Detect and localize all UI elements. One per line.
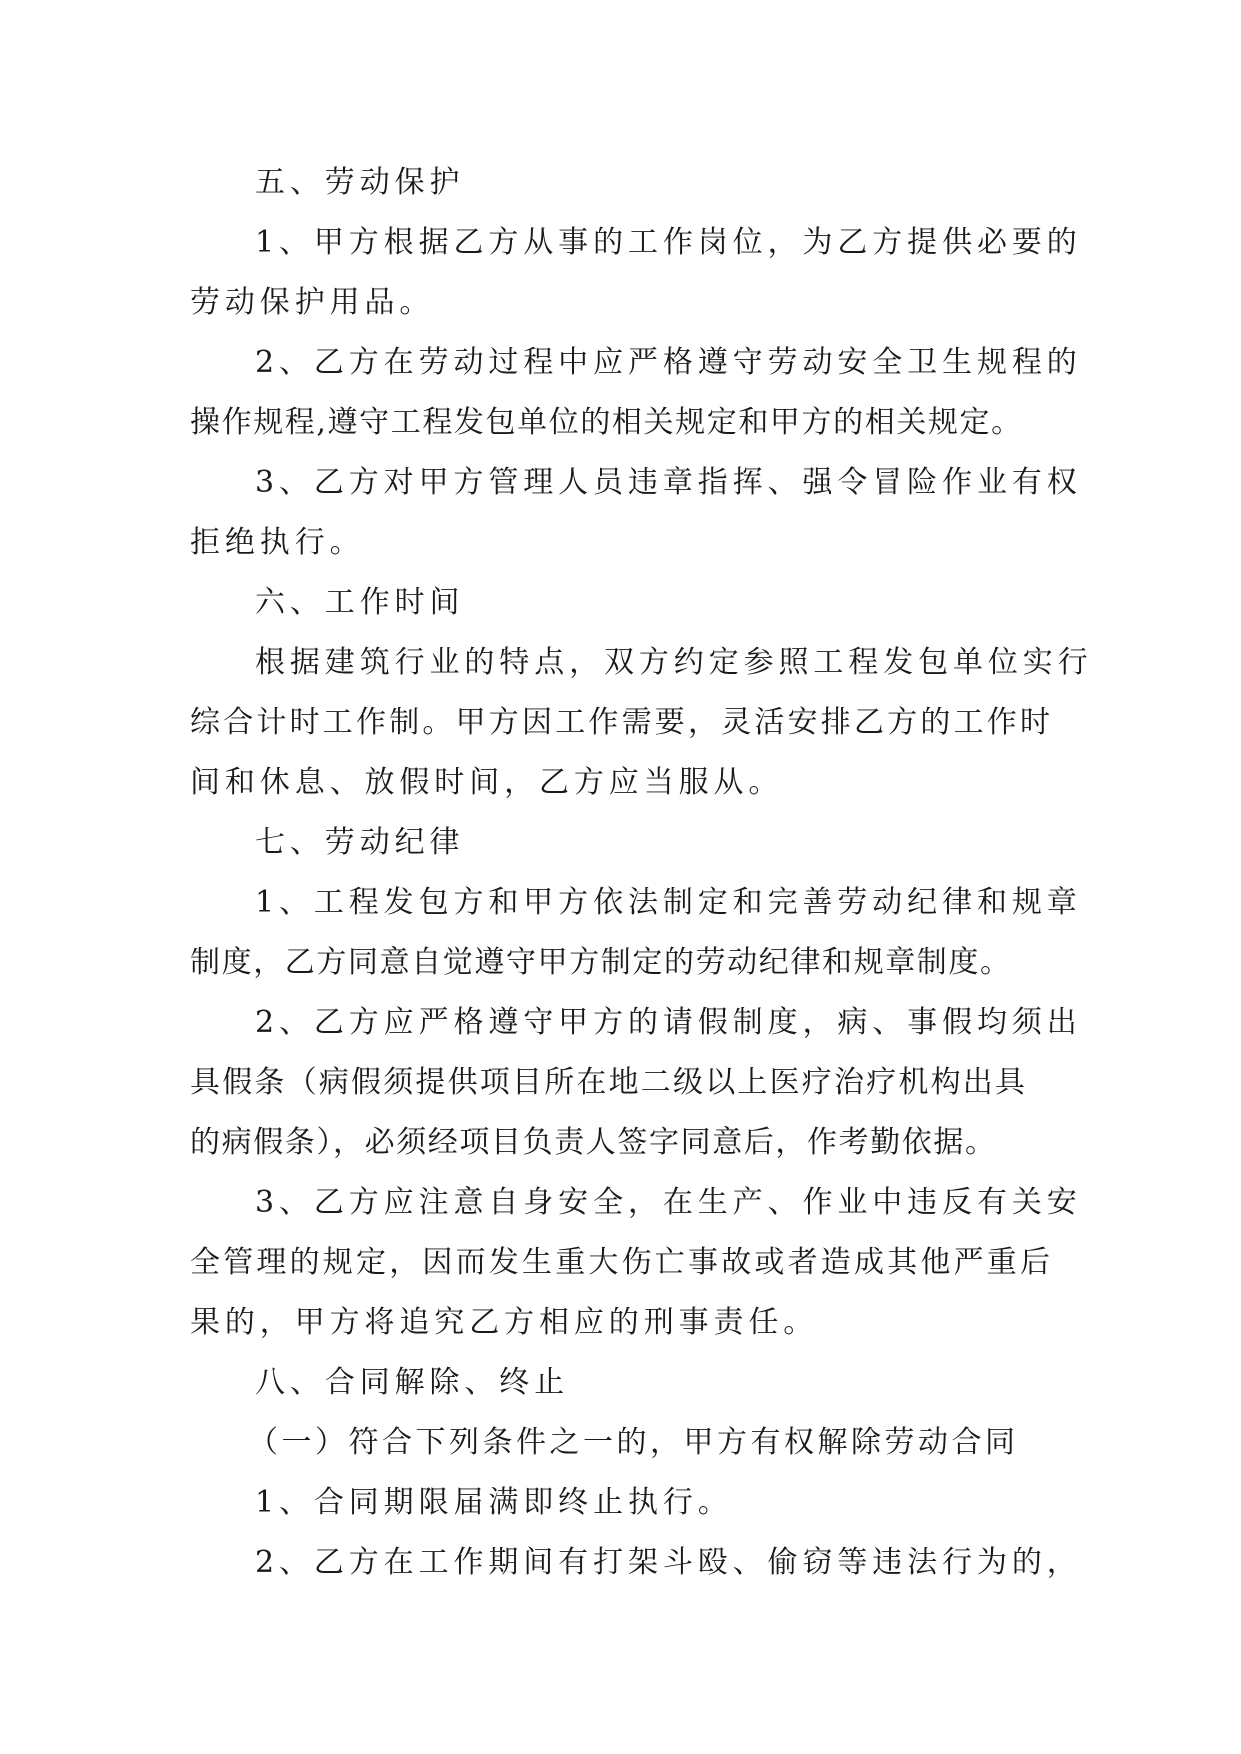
section-heading-working-hours: 六、工作时间 (255, 585, 465, 620)
section-heading-labor-protection: 五、劳动保护 (255, 165, 465, 200)
paragraph-line: 2、乙方应严格遵守甲方的请假制度，病、事假均须出 (255, 1005, 1082, 1040)
subsection-heading: （一）符合下列条件之一的，甲方有权解除劳动合同 (248, 1425, 1019, 1460)
paragraph-line: 间和休息、放假时间，乙方应当服从。 (190, 765, 784, 800)
paragraph-line: 果的，甲方将追究乙方相应的刑事责任。 (190, 1305, 819, 1340)
section-heading-contract-termination: 八、合同解除、终止 (255, 1365, 570, 1400)
paragraph-line: 综合计时工作制。甲方因工作需要，灵活安排乙方的工作时 (190, 705, 1054, 740)
paragraph-line: 的病假条），必须经项目负责人签字同意后，作考勤依据。 (190, 1125, 997, 1160)
paragraph-line: 制度，乙方同意自觉遵守甲方制定的劳动纪律和规章制度。 (190, 945, 1012, 980)
paragraph-line: 3、乙方对甲方管理人员违章指挥、强令冒险作业有权 (255, 465, 1082, 500)
section-heading-labor-discipline: 七、劳动纪律 (255, 825, 465, 860)
paragraph-line: 具假条（病假须提供项目所在地二级以上医疗治疗机构出具 (190, 1065, 1028, 1100)
paragraph-line: 1、合同期限届满即终止执行。 (255, 1485, 733, 1520)
paragraph-line: 全管理的规定，因而发生重大伤亡事故或者造成其他严重后 (190, 1245, 1054, 1280)
paragraph-line: 1、工程发包方和甲方依法制定和完善劳动纪律和规章 (255, 885, 1082, 920)
paragraph-line: 劳动保护用品。 (190, 285, 435, 320)
paragraph-line: 3、乙方应注意自身安全，在生产、作业中违反有关安 (255, 1185, 1082, 1220)
paragraph-line: 2、乙方在劳动过程中应严格遵守劳动安全卫生规程的 (255, 345, 1082, 380)
paragraph-line: 拒绝执行。 (190, 525, 365, 560)
paragraph-line: 1、甲方根据乙方从事的工作岗位，为乙方提供必要的 (255, 225, 1082, 260)
paragraph-line: 根据建筑行业的特点，双方约定参照工程发包单位实行 (255, 645, 1093, 680)
paragraph-line: 2、乙方在工作期间有打架斗殴、偷窃等违法行为的， (255, 1545, 1082, 1580)
paragraph-line: 操作规程,遵守工程发包单位的相关规定和甲方的相关规定。 (190, 405, 1023, 440)
